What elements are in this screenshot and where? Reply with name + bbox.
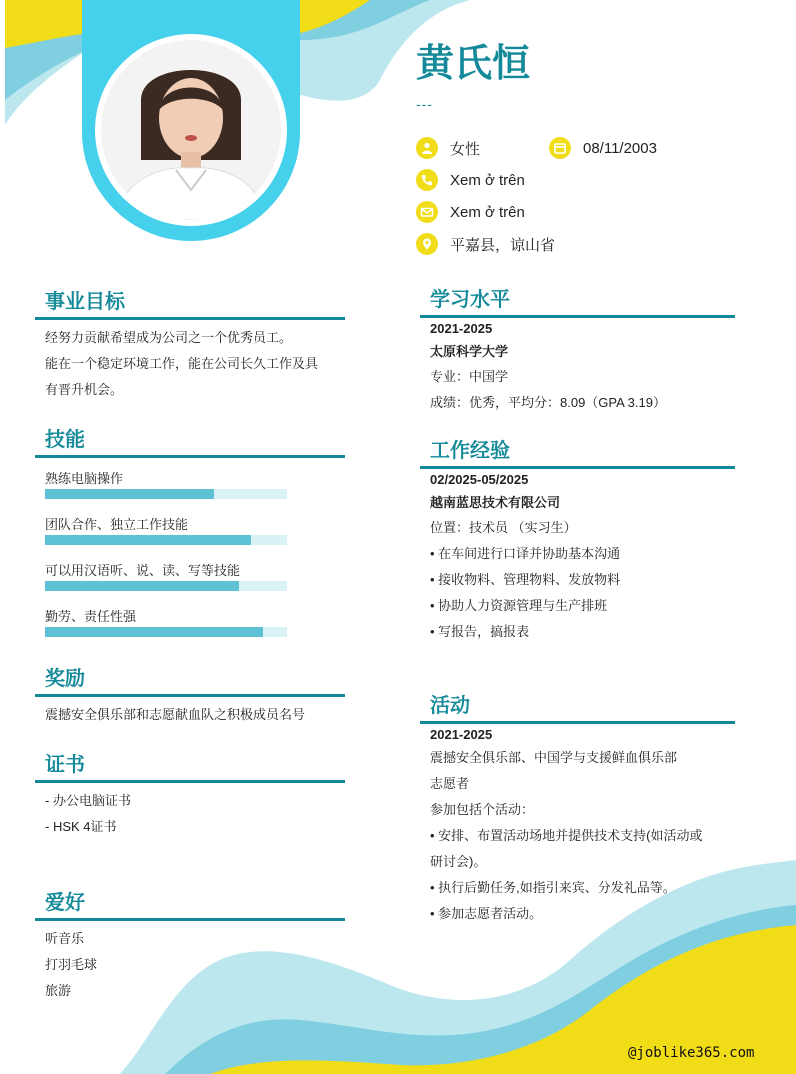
skill-bar-track bbox=[45, 535, 287, 545]
skill-bar-fill bbox=[45, 535, 251, 545]
work-period: 02/2025-05/2025 bbox=[430, 472, 529, 487]
activity-line: • 参加志愿者活动。 bbox=[430, 906, 543, 921]
hobby-item: 听音乐 bbox=[45, 931, 85, 946]
phone-value: Xem ở trên bbox=[450, 171, 525, 189]
activity-line: • 执行后勤任务,如指引来宾、分发礼品等。 bbox=[430, 880, 676, 895]
skill-bar-fill bbox=[45, 489, 214, 499]
skill-bar-track bbox=[45, 581, 287, 591]
education-grade: 成绩：优秀，平均分：8.09（GPA 3.19） bbox=[430, 395, 666, 410]
work-position: 位置：技术员 （实习生） bbox=[430, 520, 577, 535]
career-line-1: 经努力贡献希望成为公司之一个优秀员工。 bbox=[45, 330, 293, 345]
career-line-3: 有晋升机会。 bbox=[45, 382, 124, 397]
education-school: 太原科学大学 bbox=[430, 344, 509, 359]
gender-value: 女性 bbox=[450, 140, 481, 158]
skill-bar-fill bbox=[45, 627, 263, 637]
name-subtitle: --- bbox=[416, 96, 433, 112]
mail-icon bbox=[416, 201, 438, 223]
education-period: 2021-2025 bbox=[430, 321, 493, 336]
career-line-2: 能在一个稳定环境工作，能在公司长久工作及具 bbox=[45, 356, 319, 371]
work-title: 工作经验 bbox=[430, 440, 510, 462]
hobbies-divider bbox=[35, 918, 345, 921]
contact-birthdate bbox=[549, 136, 657, 160]
activity-line: 参加包括个活动： bbox=[430, 802, 535, 817]
contact-phone bbox=[416, 168, 525, 192]
skill-bar-track bbox=[45, 627, 287, 637]
location-pin-icon bbox=[416, 233, 438, 255]
phone-icon bbox=[416, 169, 438, 191]
work-company: 越南蓝思技术有限公司 bbox=[430, 495, 561, 510]
work-duty: • 接收物料、管理物料、发放物料 bbox=[430, 572, 621, 587]
contact-email bbox=[416, 200, 525, 224]
hobby-item: 旅游 bbox=[45, 983, 72, 998]
candidate-name: 黄氏恒 bbox=[416, 43, 531, 85]
contact-address bbox=[416, 232, 555, 256]
activity-line: 震撼安全俱乐部、中国学与支援鲜血俱乐部 bbox=[430, 750, 678, 765]
career-title: 事业目标 bbox=[45, 291, 125, 313]
education-major: 专业：中国学 bbox=[430, 369, 509, 384]
cert-item: - HSK 4证书 bbox=[45, 819, 117, 834]
birthdate-value: 08/11/2003 bbox=[583, 139, 657, 157]
skills-title: 技能 bbox=[45, 429, 85, 451]
activities-title: 活动 bbox=[430, 695, 470, 717]
awards-text: 震撼安全俱乐部和志愿献血队之积极成员名号 bbox=[45, 707, 306, 722]
profile-photo bbox=[101, 40, 281, 220]
career-divider bbox=[35, 317, 345, 320]
activity-line: 志愿者 bbox=[430, 776, 470, 791]
calendar-icon bbox=[549, 137, 571, 159]
skill-bar-track bbox=[45, 489, 287, 499]
work-duty: • 在车间进行口译并协助基本沟通 bbox=[430, 546, 621, 561]
awards-title: 奖励 bbox=[45, 668, 85, 690]
activity-line: 研讨会)。 bbox=[430, 854, 487, 869]
email-value: Xem ở trên bbox=[450, 203, 525, 221]
skill-label: 勤劳、责任性强 bbox=[45, 609, 137, 624]
activity-line: • 安排、布置活动场地并提供技术支持(如活动或 bbox=[430, 828, 703, 843]
activities-period: 2021-2025 bbox=[430, 727, 493, 742]
awards-divider bbox=[35, 694, 345, 697]
cert-item: - 办公电脑证书 bbox=[45, 793, 131, 808]
address-value: 平嘉县，谅山省 bbox=[450, 236, 556, 254]
certs-divider bbox=[35, 780, 345, 783]
skills-divider bbox=[35, 455, 345, 458]
education-title: 学习水平 bbox=[430, 289, 510, 311]
person-icon bbox=[416, 137, 438, 159]
skill-label: 熟练电脑操作 bbox=[45, 471, 124, 486]
skill-bar-fill bbox=[45, 581, 239, 591]
contact-gender bbox=[416, 136, 480, 160]
footer-website: @joblike365.com bbox=[628, 1045, 755, 1061]
skill-label: 团队合作、独立工作技能 bbox=[45, 517, 189, 532]
hobbies-title: 爱好 bbox=[45, 892, 85, 914]
hobby-item: 打羽毛球 bbox=[45, 957, 98, 972]
work-duty: • 协助人力资源管理与生产排班 bbox=[430, 598, 608, 613]
certs-title: 证书 bbox=[45, 754, 85, 776]
skill-label: 可以用汉语听、说、读、写等技能 bbox=[45, 563, 241, 578]
work-duty: • 写报告，搞报表 bbox=[430, 624, 530, 639]
